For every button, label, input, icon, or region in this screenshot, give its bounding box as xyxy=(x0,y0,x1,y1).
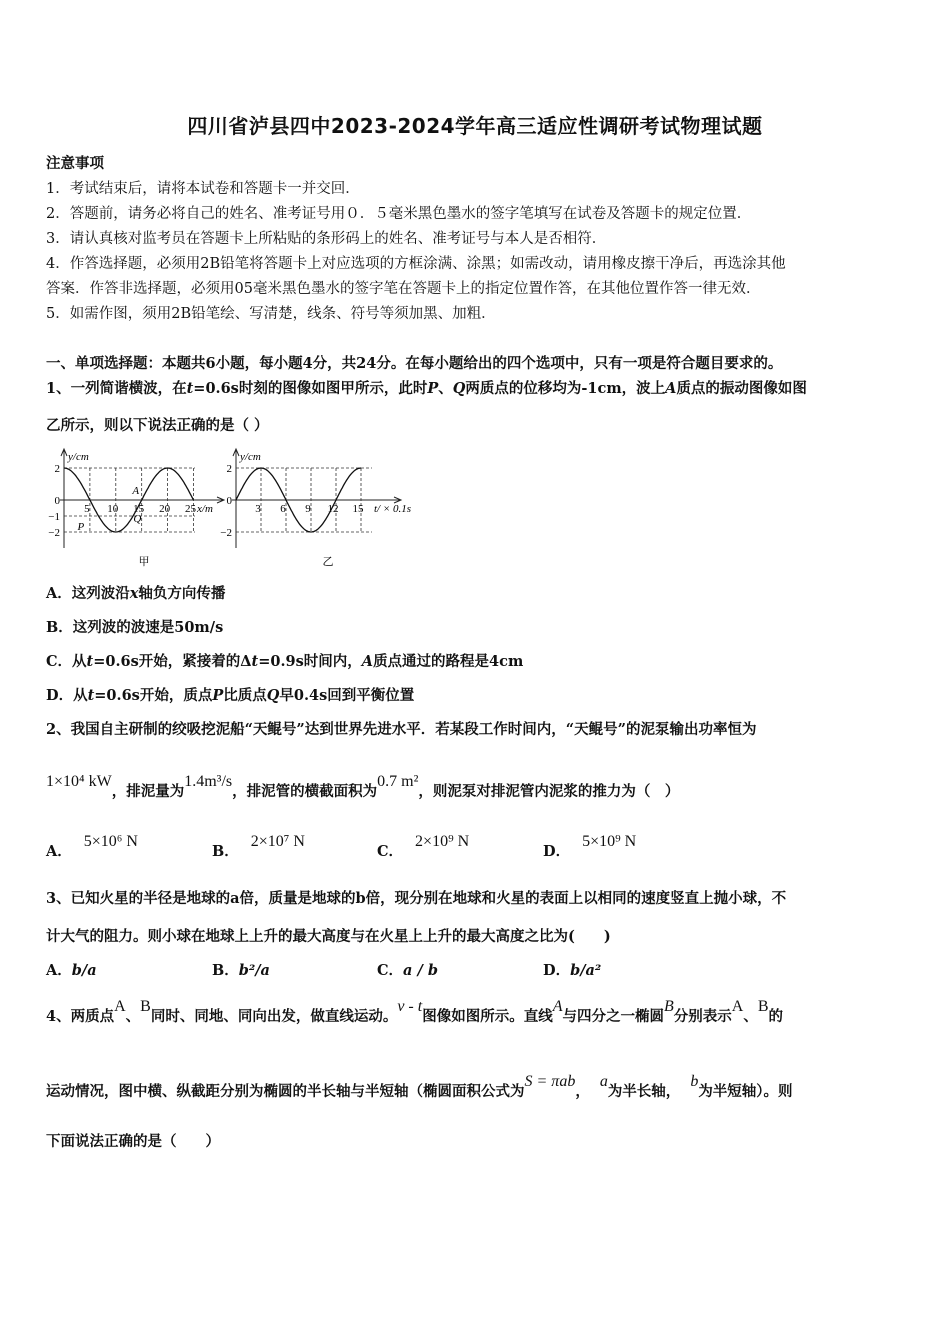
notice-item: 4．作答选择题，必须用2B铅笔将答题卡上对应选项的方框涂满、涂黑；如需改动，请用橡皮擦干净后，再选涂其他 xyxy=(46,256,786,272)
y-tick-label: −1 xyxy=(48,511,60,523)
question-4-line-3: 下面说法正确的是（ ） xyxy=(46,1133,220,1150)
q3-option-b: B．b²/a xyxy=(212,962,270,979)
x-tick-label: 20 xyxy=(159,503,171,515)
figure-caption: 乙 xyxy=(322,555,334,568)
x-tick-label: 10 xyxy=(107,503,119,515)
x-tick-label: 12 xyxy=(327,503,339,515)
q2-option-b: B．2×10⁷ N xyxy=(212,833,305,860)
x-tick-label: 3 xyxy=(255,503,261,515)
x-tick-label: 25 xyxy=(184,503,196,515)
q3-option-d: D．b/a² xyxy=(543,962,602,979)
question-3-line-2: 计大气的阻力。则小球在地球上上升的最大高度与在火星上上升的最大高度之比为( ) xyxy=(46,928,611,945)
notice-item: 5．如需作图，须用2B铅笔绘、写清楚，线条、符号等须加黑、加粗． xyxy=(46,306,496,322)
question-1-line-2: 乙所示，则以下说法正确的是（ ） xyxy=(46,417,269,434)
notice-item: 1．考试结束后，请将本试卷和答题卡一并交回． xyxy=(46,181,360,197)
x-tick-label: 15 xyxy=(133,503,145,515)
y-tick-label: 0 xyxy=(54,495,60,507)
question-2-line-1: 2、我国自主研制的绞吸挖泥船“天鲲号”达到世界先进水平．若某段工作时间内，“天鲲号”的泥泵输出功率恒为 xyxy=(46,721,757,738)
flow-value: 1.4m³/s xyxy=(184,773,233,790)
question-2-line-2: 1×10⁴ kW，排泥量为1.4m³/s，排泥管的横截面积为0.7 m²，则泥泵对排泥管内泥浆的推力为（ ） xyxy=(46,773,680,800)
section-heading: 一、单项选择题：本题共6小题，每小题4分，共24分。在每小题给出的四个选项中，只有一项是符合题目要求的。 xyxy=(46,355,783,372)
q2-option-a: A．5×10⁶ N xyxy=(46,833,138,860)
q3-option-c: C．a / b xyxy=(377,962,438,979)
figure-caption: 甲 xyxy=(138,555,150,568)
x-axis-label: x/m xyxy=(197,503,213,515)
q3-option-a: A．b/a xyxy=(46,962,97,979)
q1-option-b: B．这列波的波速是50m/s xyxy=(46,619,224,636)
power-value: 1×10⁴ kW xyxy=(46,773,112,790)
q2-option-c: C．2×10⁹ N xyxy=(377,833,470,860)
x-tick-label: 9 xyxy=(305,503,311,515)
vibration-graph-yi xyxy=(220,449,411,568)
question-3-line-1: 3、已知火星的半径是地球的a倍，质量是地球的b倍，现分别在地球和火星的表面上以相同的速度竖直上抛小球，不 xyxy=(46,890,787,907)
notice-heading: 注意事项 xyxy=(46,155,104,172)
notice-item: 3．请认真核对监考员在答题卡上所粘贴的条形码上的姓名、准考证号与本人是否相符． xyxy=(46,231,607,247)
x-tick-label: 15 xyxy=(352,503,364,515)
point-label-a: A xyxy=(132,485,140,497)
point-label-p: P xyxy=(77,521,85,533)
q1-option-a: A．这列波沿x轴负方向传播 xyxy=(46,585,226,602)
x-tick-label: 6 xyxy=(280,503,286,515)
question-4-line-1: 4、两质点A、B同时、同地、同向出发，做直线运动。v - t图像如图所示。直线A与四分之一椭圆B分别表示A、B的 xyxy=(46,998,783,1025)
x-tick-label: 5 xyxy=(84,503,90,515)
question-4-line-2: 运动情况，图中横、纵截距分别为椭圆的半长轴与半短轴（椭圆面积公式为S = πab，a为半长轴，b为半短轴）。则 xyxy=(46,1073,793,1100)
notice-item: 答案．作答非选择题，必须用05毫米黑色墨水的签字笔在答题卡上的指定位置作答，在其他位置作答一律无效． xyxy=(46,281,761,297)
area-value: 0.7 m² xyxy=(377,773,419,790)
y-tick-label: 2 xyxy=(226,463,232,475)
x-axis-label: t/ × 0.1s xyxy=(374,503,412,515)
notice-item: 2．答题前，请务必将自己的姓名、准考证号用０．５毫米黑色墨水的签字笔填写在试卷及答题卡的规定位置． xyxy=(46,206,752,222)
q2-option-d: D．5×10⁹ N xyxy=(543,833,637,860)
question-1-line-1: 1、一列简谐横波，在t=0.6s时刻的图像如图甲所示，此时P、Q两质点的位移均为-1cm，波上A质点的振动图像如图 xyxy=(46,380,807,397)
y-tick-label: −2 xyxy=(220,527,232,539)
page-title: 四川省泸县四中2023-2024学年高三适应性调研考试物理试题 xyxy=(187,114,763,138)
y-axis-label: y/cm xyxy=(68,451,89,463)
wave-graph-jia xyxy=(48,449,224,568)
y-tick-label: 0 xyxy=(226,495,232,507)
q1-option-c: C．从t=0.6s开始，紧接着的Δt=0.9s时间内，A质点通过的路程是4cm xyxy=(46,653,524,670)
point-label-q: Q xyxy=(133,513,142,525)
wave-figures xyxy=(44,440,412,570)
q1-option-d: D．从t=0.6s开始，质点P比质点Q早0.4s回到平衡位置 xyxy=(46,687,415,704)
y-axis-label: y/cm xyxy=(240,451,261,463)
y-tick-label: −2 xyxy=(48,527,60,539)
y-tick-label: 2 xyxy=(54,463,60,475)
